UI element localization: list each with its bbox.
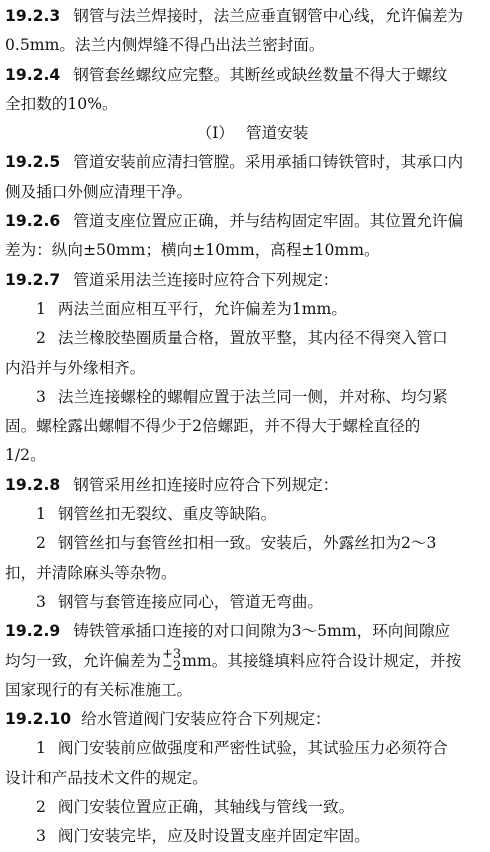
clause-19-2-8 bbox=[5, 471, 482, 500]
clause-number: 19.2.8 bbox=[5, 475, 61, 494]
item-number: 3 bbox=[36, 592, 46, 611]
section-label: （Ⅰ） bbox=[196, 124, 234, 143]
list-item-cont bbox=[5, 441, 482, 470]
clause-19-2-9-cont bbox=[5, 676, 482, 705]
item-text: 法兰橡胶垫圈质量合格，置放平整，其内径不得突入管口 bbox=[57, 329, 448, 348]
item-number: 3 bbox=[36, 827, 46, 846]
list-item bbox=[5, 588, 482, 617]
item-text: 钢管丝扣与套管丝扣相一致。安装后，外露丝扣为2～3 bbox=[57, 534, 437, 553]
clause-19-2-9-cont bbox=[5, 647, 482, 676]
list-item bbox=[5, 822, 482, 851]
item-text: 扣，并清除麻头等杂物。 bbox=[5, 563, 177, 582]
tolerance-fraction bbox=[161, 646, 182, 674]
clause-text: 国家现行的有关标准施工。 bbox=[5, 680, 193, 699]
clause-number: 19.2.3 bbox=[5, 7, 61, 25]
section-heading bbox=[5, 119, 482, 148]
list-item bbox=[5, 500, 482, 529]
tolerance-plus: +3 bbox=[161, 646, 182, 662]
item-number: 1 bbox=[36, 299, 46, 318]
list-item-cont bbox=[5, 412, 482, 441]
clause-text: 0.5mm。法兰内侧焊缝不得凸出法兰密封面。 bbox=[5, 36, 325, 55]
clause-text: mm。其接缝填料应符合设计规定，并按 bbox=[182, 651, 462, 670]
item-number: 2 bbox=[36, 329, 46, 348]
item-text: 钢管丝扣无裂纹、重皮等缺陷。 bbox=[57, 505, 277, 524]
clause-19-2-10 bbox=[5, 705, 482, 734]
tolerance-minus: −2 bbox=[161, 658, 182, 674]
clause-text: 管道采用法兰连接时应符合下列规定： bbox=[73, 270, 339, 289]
list-item bbox=[5, 734, 482, 763]
clause-text: 管道支座位置应正确，并与结构固定牢固。其位置允许偏 bbox=[73, 212, 464, 231]
item-text: 阀门安装完毕，应及时设置支座并固定牢固。 bbox=[57, 827, 370, 846]
clause-19-2-4-cont bbox=[5, 90, 482, 119]
clause-number: 19.2.10 bbox=[5, 710, 72, 729]
item-text: 法兰连接螺栓的螺帽应置于法兰同一侧，并对称、均匀紧 bbox=[57, 387, 448, 406]
item-text: 设计和产品技术文件的规定。 bbox=[5, 768, 208, 787]
item-text: 钢管与套管连接应同心，管道无弯曲。 bbox=[57, 592, 324, 611]
clause-19-2-5-cont bbox=[5, 178, 482, 207]
item-text: 1/2。 bbox=[5, 446, 46, 465]
clause-text: 钢管套丝螺纹应完整。其断丝或缺丝数量不得大于螺纹 bbox=[73, 65, 448, 84]
list-item bbox=[5, 793, 482, 822]
clause-text: 钢管与法兰焊接时，法兰应垂直钢管中心线，允许偏差为 bbox=[73, 7, 464, 25]
item-number: 1 bbox=[36, 739, 46, 758]
clause-text: 差为：纵向±50mm；横向±10mm，高程±10mm。 bbox=[5, 241, 380, 260]
clause-19-2-3-cont bbox=[5, 31, 482, 60]
item-number: 2 bbox=[36, 534, 46, 553]
clause-19-2-5 bbox=[5, 148, 482, 177]
clause-text: 全扣数的10%。 bbox=[5, 94, 118, 113]
list-item bbox=[5, 529, 482, 558]
clause-number: 19.2.9 bbox=[5, 622, 61, 641]
clause-19-2-7 bbox=[5, 266, 482, 295]
clause-19-2-3 bbox=[5, 2, 482, 31]
clause-text: 给水管道阀门安装应符合下列规定： bbox=[81, 710, 331, 729]
item-text: 固。螺栓露出螺帽不得少于2倍螺距，并不得大于螺栓直径的 bbox=[5, 417, 421, 436]
list-item bbox=[5, 295, 482, 324]
clause-text: 均匀一致，允许偏差为 bbox=[5, 651, 161, 670]
clause-19-2-6-cont bbox=[5, 236, 482, 265]
list-item-cont bbox=[5, 354, 482, 383]
clause-text: 铸铁管承插口连接的对口间隙为3～5mm，环向间隙应 bbox=[73, 622, 451, 641]
clause-19-2-4 bbox=[5, 61, 482, 90]
clause-number: 19.2.6 bbox=[5, 212, 61, 231]
clause-19-2-9 bbox=[5, 617, 482, 646]
clause-number: 19.2.4 bbox=[5, 65, 61, 84]
item-text: 两法兰面应相互平行，允许偏差为1mm。 bbox=[57, 299, 347, 318]
item-number: 1 bbox=[36, 505, 46, 524]
item-number: 3 bbox=[36, 387, 46, 406]
item-text: 阀门安装前应做强度和严密性试验，其试验压力必须符合 bbox=[57, 739, 448, 758]
item-text: 阀门安装位置应正确，其轴线与管线一致。 bbox=[57, 798, 355, 817]
list-item-cont bbox=[5, 764, 482, 793]
list-item-cont bbox=[5, 559, 482, 588]
item-text: 内沿并与外缘相齐。 bbox=[5, 358, 146, 377]
list-item bbox=[5, 324, 482, 353]
clause-text: 钢管采用丝扣连接时应符合下列规定： bbox=[73, 475, 339, 494]
clause-number: 19.2.7 bbox=[5, 270, 61, 289]
item-number: 2 bbox=[36, 798, 46, 817]
clause-19-2-6 bbox=[5, 207, 482, 236]
clause-number: 19.2.5 bbox=[5, 153, 61, 172]
list-item bbox=[5, 383, 482, 412]
section-title: 管道安装 bbox=[245, 124, 309, 143]
clause-text: 管道安装前应清扫管膛。采用承插口铸铁管时，其承口内 bbox=[73, 153, 464, 172]
clause-text: 侧及插口外侧应清理干净。 bbox=[5, 182, 193, 201]
